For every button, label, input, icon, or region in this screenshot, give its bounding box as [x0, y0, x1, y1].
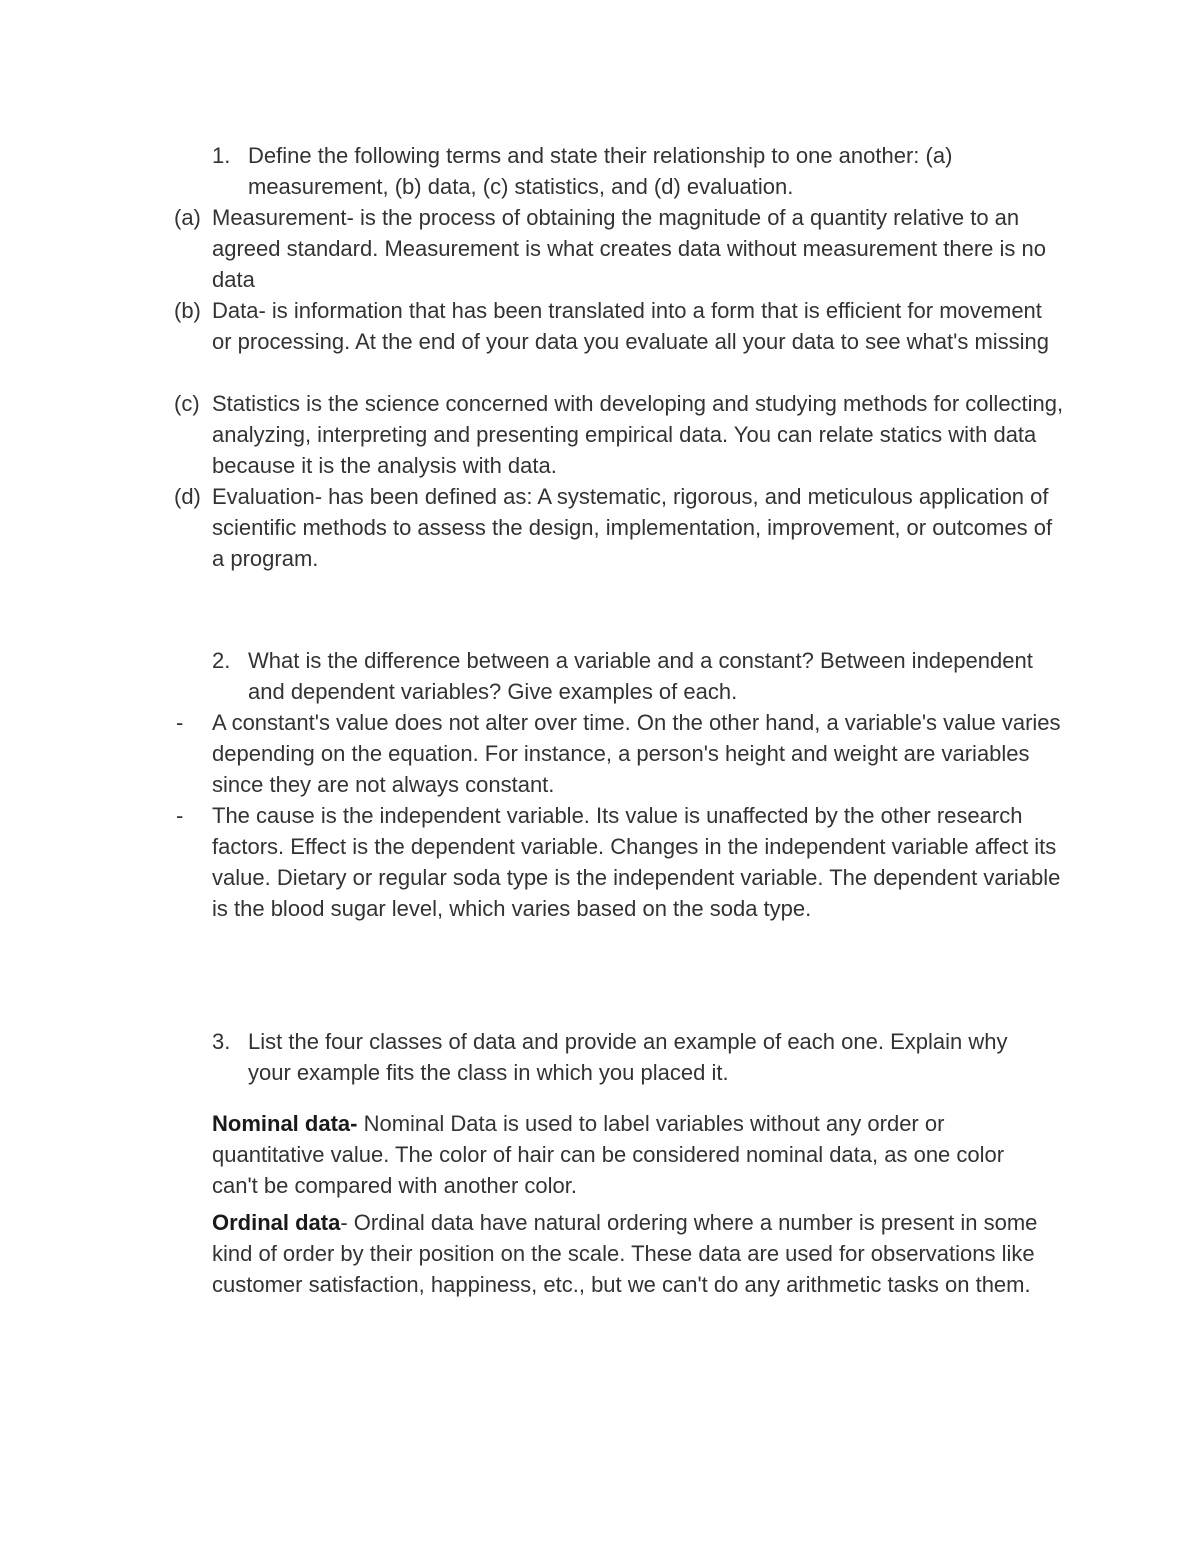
- question-text: List the four classes of data and provide an example of each one. Explain why your example fits the class in which you placed it.: [248, 1029, 1008, 1085]
- nominal-data-paragraph: [212, 1108, 1042, 1201]
- question-number: 1.: [212, 143, 231, 168]
- answer-item: [174, 800, 1064, 924]
- question-2: [212, 645, 1052, 707]
- question-1: [212, 140, 1052, 202]
- answer-text: Measurement- is the process of obtaining the magnitude of a quantity relative to an agreed standard. Measurement is what creates data without measurement there is no data: [212, 205, 1047, 292]
- question-text: What is the difference between a variable and a constant? Between independent and dependent variables? Give examples of each.: [248, 648, 1033, 704]
- term-description: - Ordinal data have natural ordering where a number is present in some kind of order by their position on the scale. These data are used for observations like customer satisfaction, happiness, etc., but we can't do any arithmetic tasks on them.: [212, 1210, 1038, 1297]
- answer-text: Data- is information that has been translated into a form that is efficient for movement or processing. At the end of your data you evaluate all your data to see what's missing: [212, 298, 1050, 354]
- question-3: [212, 1026, 1052, 1088]
- answer-bullet: -: [176, 710, 184, 735]
- term-label: Nominal data-: [212, 1111, 358, 1136]
- answer-item: [174, 295, 1064, 357]
- question-number: 3.: [212, 1029, 231, 1054]
- ordinal-data-paragraph: [212, 1207, 1042, 1300]
- question-number: 2.: [212, 648, 231, 673]
- answer-item: [174, 481, 1064, 574]
- answer-marker: (c): [174, 391, 200, 416]
- answer-item: [174, 388, 1064, 481]
- term-label: Ordinal data: [212, 1210, 341, 1235]
- answer-text: A constant's value does not alter over time. On the other hand, a variable's value varies depending on the equation. For instance, a person's height and weight are variables since they are not always constant.: [212, 710, 1061, 797]
- term-description: Nominal Data is used to label variables without any order or quantitative value. The color of hair can be considered nominal data, as one color can't be compared with another color.: [212, 1111, 1005, 1198]
- answer-text: Statistics is the science concerned with developing and studying methods for collecting, analyzing, interpreting and presenting empirical data. You can relate statics with data because it is the analysis with data.: [212, 391, 1064, 478]
- answer-text: Evaluation- has been defined as: A systematic, rigorous, and meticulous application of scientific methods to assess the design, implementation, improvement, or outcomes of a program.: [212, 484, 1053, 571]
- answer-marker: (b): [174, 298, 201, 323]
- answer-item: [174, 707, 1064, 800]
- question-text: Define the following terms and state their relationship to one another: (a) measurement, (b) data, (c) statistics, and (d) evaluation.: [248, 143, 953, 199]
- answer-item: [174, 202, 1064, 295]
- answer-marker: (d): [174, 484, 201, 509]
- answer-marker: (a): [174, 205, 201, 230]
- answer-bullet: -: [176, 803, 184, 828]
- answer-text: The cause is the independent variable. Its value is unaffected by the other research factors. Effect is the dependent variable. Changes in the independent variable affect its value. Dietary or regular soda type is the independent variable. The dependent variable is the blood sugar level, which varies based on the soda type.: [212, 803, 1061, 921]
